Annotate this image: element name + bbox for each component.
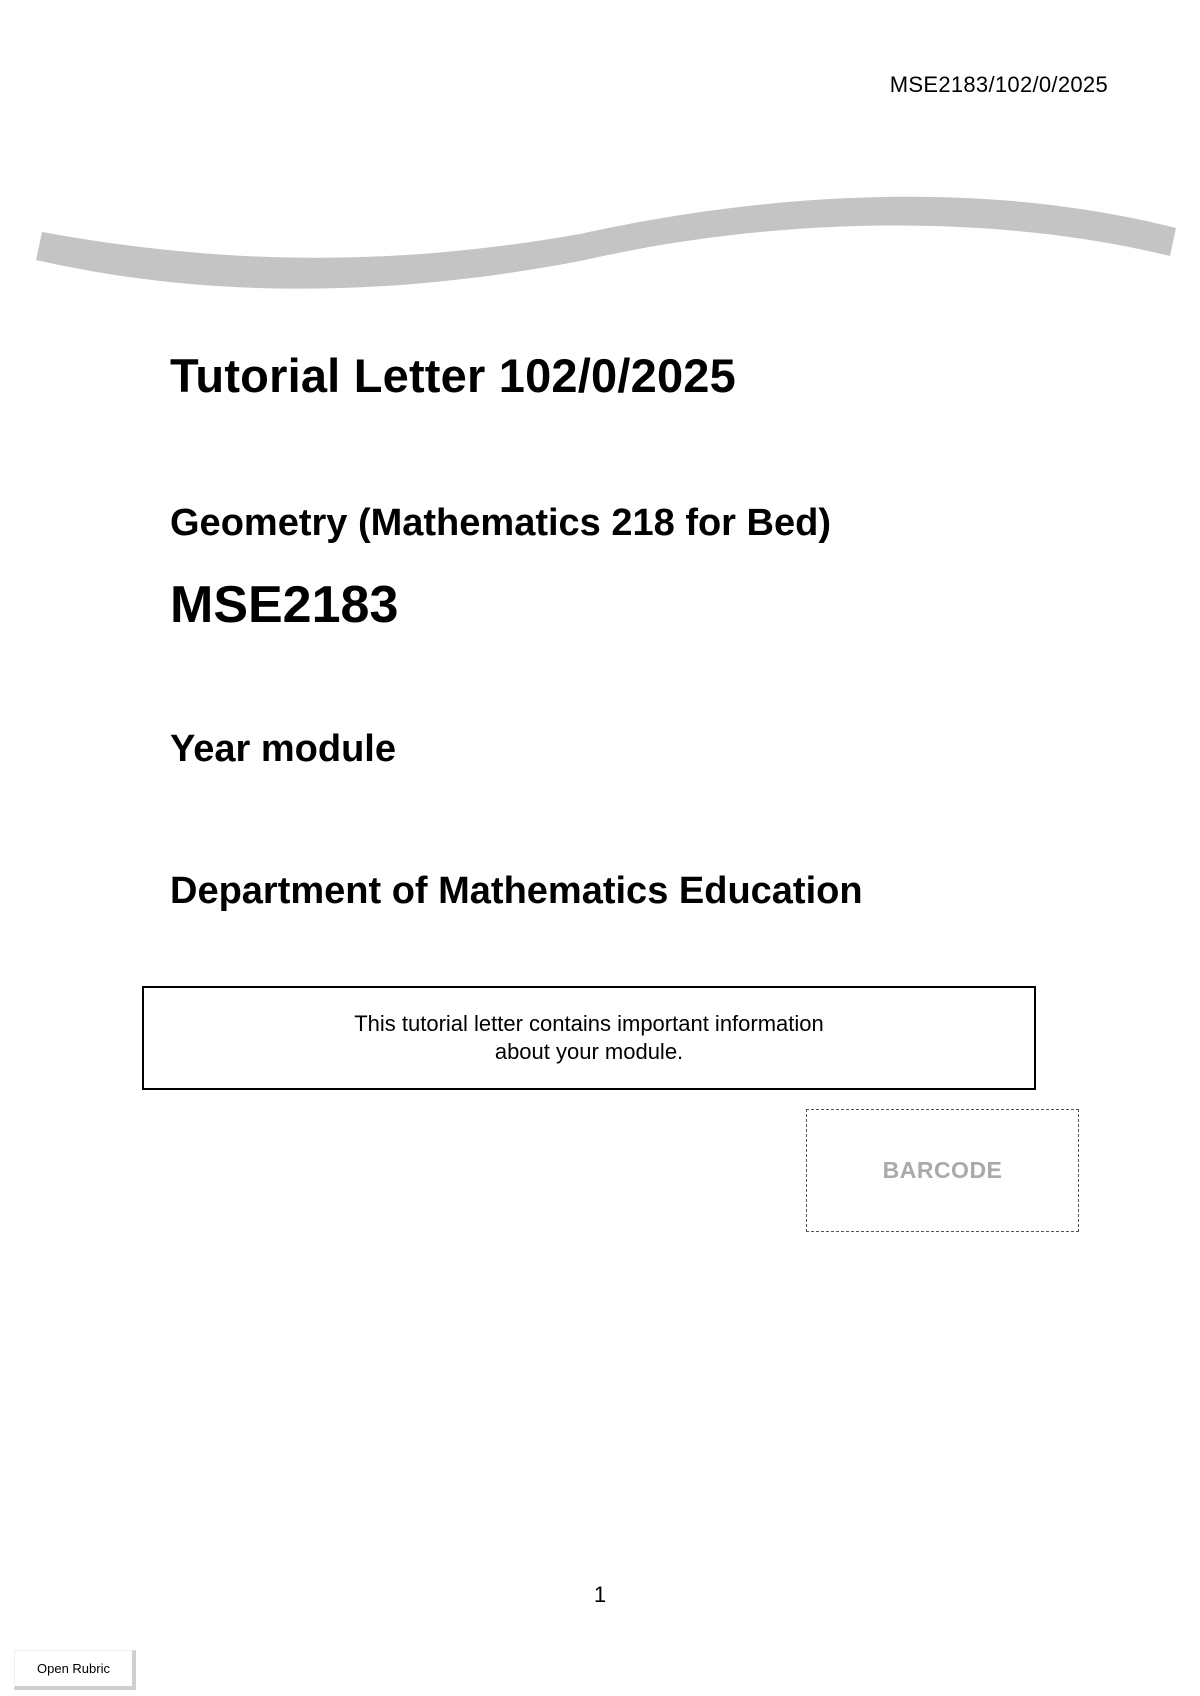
barcode-placeholder bbox=[806, 1109, 1079, 1232]
info-notice-line-2: about your module. bbox=[494, 1039, 684, 1064]
open-rubric-button[interactable]: Open Rubric bbox=[14, 1650, 136, 1690]
info-notice-text bbox=[309, 1010, 869, 1066]
info-notice-box bbox=[142, 986, 1036, 1090]
module-subject: Geometry (Mathematics 218 for Bed) bbox=[170, 502, 831, 544]
page-number: 1 bbox=[593, 1582, 607, 1607]
decorative-swoosh bbox=[0, 180, 1200, 310]
info-notice-line-1: This tutorial letter contains important information bbox=[354, 1011, 824, 1036]
swoosh-band bbox=[36, 197, 1176, 289]
module-type: Year module bbox=[170, 728, 396, 770]
page-title: Tutorial Letter 102/0/2025 bbox=[170, 349, 736, 402]
document-code: MSE2183/102/0/2025 bbox=[889, 72, 1108, 97]
module-code: MSE2183 bbox=[170, 576, 399, 634]
barcode-label: BARCODE bbox=[882, 1157, 1003, 1183]
department-name: Department of Mathematics Education bbox=[170, 870, 863, 912]
